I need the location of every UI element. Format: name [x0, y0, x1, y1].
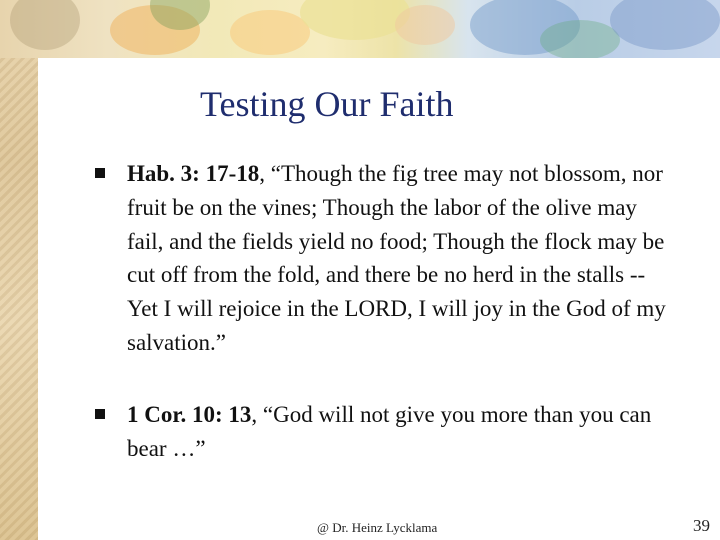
bullet-text: , “God will not give you more than you can bear …” [127, 402, 652, 461]
scripture-reference: 1 Cor. 10: 13 [127, 402, 252, 427]
square-bullet-icon [95, 409, 105, 419]
square-bullet-icon [95, 168, 105, 178]
bullet-item [127, 157, 667, 360]
decorative-left-band [0, 0, 38, 540]
bullet-text: , “Though the fig tree may not blossom, nor fruit be on the vines; Though the labor of the olive may fail, and the fields yield no food; Though the flock may be cut off from the fold, and there be no herd in the stalls -- Yet I will rejoice in the LORD, I will joy in the God of my salvation.” [127, 161, 666, 355]
slide-title: Testing Our Faith [200, 84, 454, 124]
footer-credit: @ Dr. Heinz Lycklama [317, 520, 438, 535]
decorative-top-band [0, 0, 720, 58]
scripture-reference: Hab. 3: 17-18 [127, 161, 260, 186]
bullet-item [127, 398, 667, 466]
page-number: 39 [693, 516, 710, 535]
